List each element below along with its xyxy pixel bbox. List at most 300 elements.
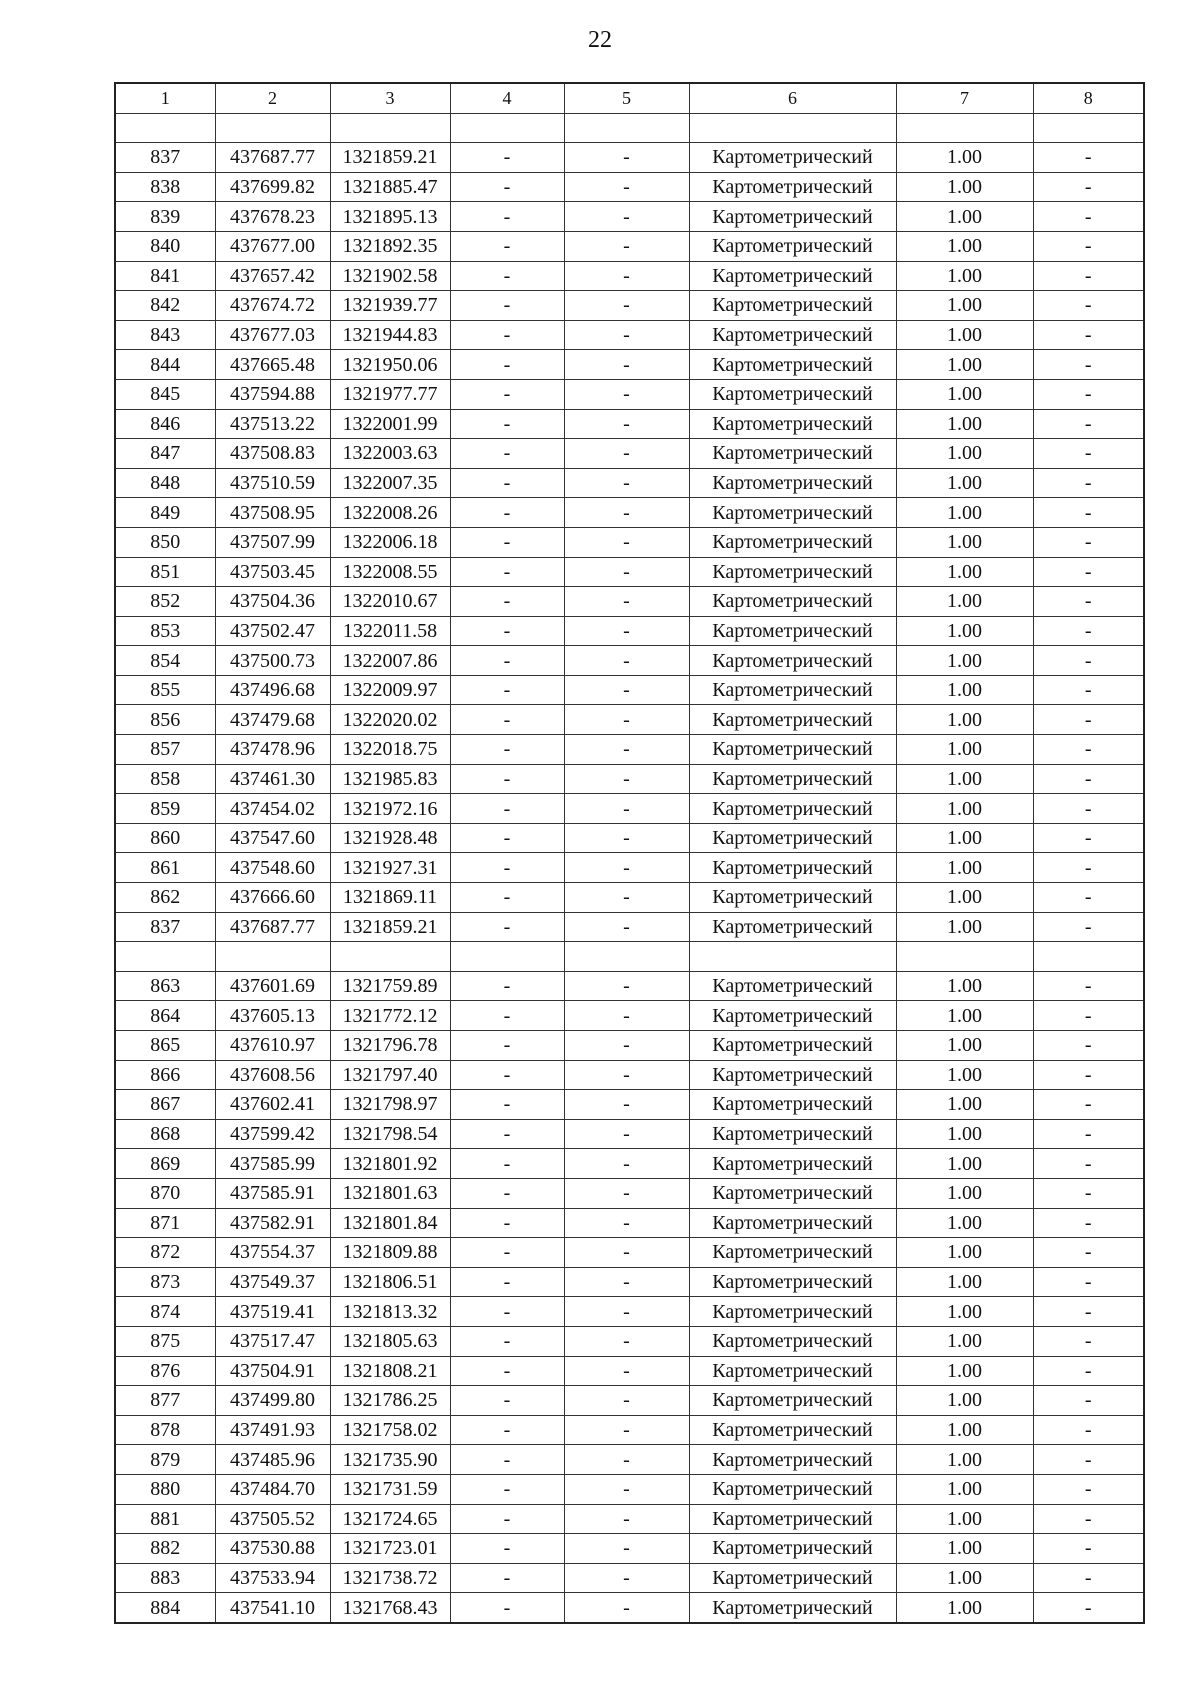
table-cell-col-5: - xyxy=(564,1593,689,1623)
table-cell-col-3: 1321892.35 xyxy=(330,231,450,261)
table-row xyxy=(115,172,1144,202)
table-cell-col-1: 838 xyxy=(115,172,215,202)
table-cell-col-8: - xyxy=(1033,1060,1144,1090)
table-cell-col-4: - xyxy=(450,202,564,232)
table-cell-col-1: 843 xyxy=(115,320,215,350)
table-cell-col-3: 1321798.97 xyxy=(330,1090,450,1120)
table-cell-col-1: 870 xyxy=(115,1178,215,1208)
table-cell-col-6: Картометрический xyxy=(689,1178,896,1208)
table-cell-col-6: Картометрический xyxy=(689,1149,896,1179)
table-cell-col-6: Картометрический xyxy=(689,409,896,439)
table-cell-col-8: - xyxy=(1033,675,1144,705)
table-cell-col-5: - xyxy=(564,1238,689,1268)
table-cell-col-7: 1.00 xyxy=(896,527,1033,557)
table-cell-col-6: Картометрический xyxy=(689,527,896,557)
table-cell-col-6: Картометрический xyxy=(689,1090,896,1120)
table-cell-col-4: - xyxy=(450,675,564,705)
table-cell-col-3: 1321797.40 xyxy=(330,1060,450,1090)
table-header-cell-7: 7 xyxy=(896,83,1033,113)
table-cell-col-7: 1.00 xyxy=(896,350,1033,380)
table-cell-col-8: - xyxy=(1033,261,1144,291)
table-cell-col-8: - xyxy=(1033,1178,1144,1208)
table-cell-col-2: 437508.95 xyxy=(215,498,330,528)
table-cell-col-1: 851 xyxy=(115,557,215,587)
table-cell-col-6: Картометрический xyxy=(689,1474,896,1504)
table-cell-col-4: - xyxy=(450,587,564,617)
table-cell-col-6: Картометрический xyxy=(689,498,896,528)
table-row xyxy=(115,291,1144,321)
table-cell-col-6: Картометрический xyxy=(689,764,896,794)
table-cell-col-7: 1.00 xyxy=(896,1326,1033,1356)
table-cell-col-7: 1.00 xyxy=(896,823,1033,853)
table-cell-col-7: 1.00 xyxy=(896,1445,1033,1475)
table-cell-col-3: 1322003.63 xyxy=(330,439,450,469)
table-cell-col-5: - xyxy=(564,498,689,528)
table-cell-col-6: Картометрический xyxy=(689,823,896,853)
table-cell-col-5: - xyxy=(564,557,689,587)
table-cell-col-5: - xyxy=(564,1001,689,1031)
table-cell-col-6: Картометрический xyxy=(689,143,896,173)
table-cell-col-7: 1.00 xyxy=(896,705,1033,735)
table-cell-col-2: 437674.72 xyxy=(215,291,330,321)
table-cell-col-7: 1.00 xyxy=(896,143,1033,173)
table-cell-col-3: 1321977.77 xyxy=(330,379,450,409)
table-row xyxy=(115,1001,1144,1031)
table-cell-col-2: 437594.88 xyxy=(215,379,330,409)
table-cell-col-3: 1321805.63 xyxy=(330,1326,450,1356)
table-cell-col-3: 1321801.84 xyxy=(330,1208,450,1238)
table-row xyxy=(115,468,1144,498)
table-cell-col-1: 857 xyxy=(115,735,215,765)
table-cell-col-3: 1321928.48 xyxy=(330,823,450,853)
table-cell-col-2: 437582.91 xyxy=(215,1208,330,1238)
table-row xyxy=(115,883,1144,913)
table-cell-col-8: - xyxy=(1033,1031,1144,1061)
table-cell-col-4: - xyxy=(450,379,564,409)
table-cell-col-3: 1321869.11 xyxy=(330,883,450,913)
table-cell-col-7: 1.00 xyxy=(896,1415,1033,1445)
table-cell-col-6: Картометрический xyxy=(689,1534,896,1564)
table-cell-col-4: - xyxy=(450,557,564,587)
table-row xyxy=(115,1445,1144,1475)
table-cell-col-7: 1.00 xyxy=(896,1267,1033,1297)
table-cell-col-1: 853 xyxy=(115,616,215,646)
table-cell-col-3: 1321801.63 xyxy=(330,1178,450,1208)
table-cell-col-4: - xyxy=(450,764,564,794)
table-cell-col-3: 1321738.72 xyxy=(330,1563,450,1593)
table-cell-col-2 xyxy=(215,113,330,143)
table-cell-col-8: - xyxy=(1033,1504,1144,1534)
table-cell-col-1: 884 xyxy=(115,1593,215,1623)
table-cell-col-1: 855 xyxy=(115,675,215,705)
table-cell-col-4: - xyxy=(450,616,564,646)
table-row xyxy=(115,1326,1144,1356)
table-cell-col-7: 1.00 xyxy=(896,587,1033,617)
table-cell-col-3: 1321859.21 xyxy=(330,912,450,942)
table-cell-col-4: - xyxy=(450,1386,564,1416)
table-cell-col-2: 437491.93 xyxy=(215,1415,330,1445)
table-header-cell-2: 2 xyxy=(215,83,330,113)
table-body xyxy=(115,113,1144,1623)
table-cell-col-2: 437513.22 xyxy=(215,409,330,439)
table-cell-col-7: 1.00 xyxy=(896,1563,1033,1593)
table-cell-col-6: Картометрический xyxy=(689,1563,896,1593)
table-cell-col-6: Картометрический xyxy=(689,439,896,469)
table-cell-col-6: Картометрический xyxy=(689,705,896,735)
table-cell-col-8: - xyxy=(1033,883,1144,913)
table-cell-col-2: 437541.10 xyxy=(215,1593,330,1623)
table-cell-col-2: 437687.77 xyxy=(215,912,330,942)
table-cell-col-5: - xyxy=(564,1386,689,1416)
table-cell-col-2: 437504.36 xyxy=(215,587,330,617)
table-cell-col-5: - xyxy=(564,971,689,1001)
table-cell-col-8: - xyxy=(1033,1238,1144,1268)
table-cell-col-6: Картометрический xyxy=(689,1238,896,1268)
table-cell-col-8: - xyxy=(1033,202,1144,232)
table-cell-col-2 xyxy=(215,942,330,972)
table-cell-col-3: 1322018.75 xyxy=(330,735,450,765)
table-cell-col-1: 840 xyxy=(115,231,215,261)
table-cell-col-4: - xyxy=(450,912,564,942)
table-cell-col-5: - xyxy=(564,1031,689,1061)
table-cell-col-3: 1321772.12 xyxy=(330,1001,450,1031)
table-cell-col-1: 869 xyxy=(115,1149,215,1179)
table-cell-col-2: 437666.60 xyxy=(215,883,330,913)
table-cell-col-6 xyxy=(689,113,896,143)
table-row xyxy=(115,1119,1144,1149)
table-cell-col-4: - xyxy=(450,794,564,824)
table-cell-col-6: Картометрический xyxy=(689,1119,896,1149)
table-cell-col-8: - xyxy=(1033,1563,1144,1593)
table-cell-col-2: 437499.80 xyxy=(215,1386,330,1416)
table-cell-col-8: - xyxy=(1033,971,1144,1001)
table-cell-col-7: 1.00 xyxy=(896,1297,1033,1327)
table-cell-col-6: Картометрический xyxy=(689,1001,896,1031)
table-cell-col-5: - xyxy=(564,1415,689,1445)
page-number: 22 xyxy=(588,27,612,53)
table-cell-col-8: - xyxy=(1033,587,1144,617)
table-row xyxy=(115,1504,1144,1534)
table-cell-col-6: Картометрический xyxy=(689,1386,896,1416)
table-cell-col-7: 1.00 xyxy=(896,557,1033,587)
table-cell-col-1: 837 xyxy=(115,912,215,942)
table-cell-col-4: - xyxy=(450,320,564,350)
table-row xyxy=(115,764,1144,794)
table-cell-col-7 xyxy=(896,113,1033,143)
table-cell-col-4: - xyxy=(450,1474,564,1504)
table-cell-col-5: - xyxy=(564,735,689,765)
table-cell-col-4: - xyxy=(450,468,564,498)
table-cell-col-4: - xyxy=(450,853,564,883)
table-cell-col-8: - xyxy=(1033,794,1144,824)
table-cell-col-1: 863 xyxy=(115,971,215,1001)
table-cell-col-5: - xyxy=(564,1445,689,1475)
table-cell-col-3: 1321723.01 xyxy=(330,1534,450,1564)
table-cell-col-7: 1.00 xyxy=(896,1356,1033,1386)
table-cell-col-2: 437554.37 xyxy=(215,1238,330,1268)
table-cell-col-7: 1.00 xyxy=(896,616,1033,646)
table-cell-col-5: - xyxy=(564,1297,689,1327)
table-header-cell-1: 1 xyxy=(115,83,215,113)
table-cell-col-2: 437602.41 xyxy=(215,1090,330,1120)
table-header-cell-5: 5 xyxy=(564,83,689,113)
table-cell-col-2: 437610.97 xyxy=(215,1031,330,1061)
table-cell-col-1: 846 xyxy=(115,409,215,439)
table-cell-col-8: - xyxy=(1033,1267,1144,1297)
table-row xyxy=(115,557,1144,587)
table-row xyxy=(115,261,1144,291)
table-cell-col-2: 437657.42 xyxy=(215,261,330,291)
table-cell-col-1: 859 xyxy=(115,794,215,824)
table-cell-col-6: Картометрический xyxy=(689,468,896,498)
table-cell-col-4: - xyxy=(450,823,564,853)
table-cell-col-8: - xyxy=(1033,1001,1144,1031)
table-cell-col-3: 1321731.59 xyxy=(330,1474,450,1504)
table-cell-col-1: 879 xyxy=(115,1445,215,1475)
table-cell-col-6: Картометрический xyxy=(689,587,896,617)
table-row xyxy=(115,587,1144,617)
table-row xyxy=(115,1563,1144,1593)
table-cell-col-3: 1321809.88 xyxy=(330,1238,450,1268)
table-cell-col-8 xyxy=(1033,113,1144,143)
table-cell-col-6: Картометрический xyxy=(689,1445,896,1475)
table-cell-col-6: Картометрический xyxy=(689,1356,896,1386)
table-cell-col-1: 875 xyxy=(115,1326,215,1356)
table-cell-col-2: 437496.68 xyxy=(215,675,330,705)
table-cell-col-8: - xyxy=(1033,1297,1144,1327)
table-cell-col-3: 1321972.16 xyxy=(330,794,450,824)
table-row xyxy=(115,1238,1144,1268)
table-cell-col-1 xyxy=(115,113,215,143)
table-cell-col-4: - xyxy=(450,735,564,765)
table-cell-col-2: 437478.96 xyxy=(215,735,330,765)
table-cell-col-1: 841 xyxy=(115,261,215,291)
table-cell-col-8: - xyxy=(1033,1149,1144,1179)
table-cell-col-8: - xyxy=(1033,1119,1144,1149)
table-cell-col-4: - xyxy=(450,1356,564,1386)
table-cell-col-4: - xyxy=(450,971,564,1001)
table-cell-col-8: - xyxy=(1033,1534,1144,1564)
table-cell-col-3: 1322010.67 xyxy=(330,587,450,617)
table-cell-col-5: - xyxy=(564,1563,689,1593)
table-cell-col-4: - xyxy=(450,646,564,676)
table-cell-col-5: - xyxy=(564,439,689,469)
table-cell-col-8: - xyxy=(1033,320,1144,350)
table-cell-col-4: - xyxy=(450,883,564,913)
table-cell-col-6: Картометрический xyxy=(689,1297,896,1327)
table-cell-col-4: - xyxy=(450,1563,564,1593)
table-cell-col-7: 1.00 xyxy=(896,1534,1033,1564)
table-cell-col-2: 437504.91 xyxy=(215,1356,330,1386)
table-cell-col-2: 437699.82 xyxy=(215,172,330,202)
table-cell-col-2: 437519.41 xyxy=(215,1297,330,1327)
table-cell-col-8: - xyxy=(1033,853,1144,883)
table-cell-col-3: 1321798.54 xyxy=(330,1119,450,1149)
table-cell-col-1: 856 xyxy=(115,705,215,735)
table-cell-col-1: 852 xyxy=(115,587,215,617)
table-cell-col-8: - xyxy=(1033,735,1144,765)
table-row xyxy=(115,527,1144,557)
table-cell-col-1: 847 xyxy=(115,439,215,469)
table-cell-col-7: 1.00 xyxy=(896,735,1033,765)
table-cell-col-4: - xyxy=(450,143,564,173)
table-row xyxy=(115,409,1144,439)
table-cell-col-3: 1322009.97 xyxy=(330,675,450,705)
table-cell-col-8: - xyxy=(1033,1356,1144,1386)
table-cell-col-2: 437677.00 xyxy=(215,231,330,261)
table-cell-col-2: 437502.47 xyxy=(215,616,330,646)
table-cell-col-7: 1.00 xyxy=(896,498,1033,528)
table-cell-col-5: - xyxy=(564,468,689,498)
table-cell-col-4: - xyxy=(450,439,564,469)
table-row xyxy=(115,1060,1144,1090)
table-cell-col-2: 437585.91 xyxy=(215,1178,330,1208)
table-cell-col-3: 1321808.21 xyxy=(330,1356,450,1386)
table-cell-col-3: 1322020.02 xyxy=(330,705,450,735)
table-cell-col-4: - xyxy=(450,1445,564,1475)
table-cell-col-1: 873 xyxy=(115,1267,215,1297)
table-cell-col-1: 877 xyxy=(115,1386,215,1416)
table-cell-col-4: - xyxy=(450,261,564,291)
table-cell-col-3: 1321801.92 xyxy=(330,1149,450,1179)
table-cell-col-3: 1321813.32 xyxy=(330,1297,450,1327)
table-cell-col-8: - xyxy=(1033,1208,1144,1238)
table-cell-col-1: 861 xyxy=(115,853,215,883)
table-cell-col-7: 1.00 xyxy=(896,291,1033,321)
table-row xyxy=(115,646,1144,676)
table-row-empty xyxy=(115,942,1144,972)
table-cell-col-4: - xyxy=(450,527,564,557)
table-cell-col-2: 437533.94 xyxy=(215,1563,330,1593)
table-header-cell-6: 6 xyxy=(689,83,896,113)
table-cell-col-5: - xyxy=(564,1178,689,1208)
table-cell-col-8: - xyxy=(1033,468,1144,498)
table-cell-col-6: Картометрический xyxy=(689,1504,896,1534)
table-cell-col-3: 1321759.89 xyxy=(330,971,450,1001)
table-row xyxy=(115,202,1144,232)
table-cell-col-1: 839 xyxy=(115,202,215,232)
table-cell-col-2: 437601.69 xyxy=(215,971,330,1001)
table-cell-col-6: Картометрический xyxy=(689,291,896,321)
table-cell-col-4: - xyxy=(450,705,564,735)
table-cell-col-3: 1321939.77 xyxy=(330,291,450,321)
table-row xyxy=(115,675,1144,705)
table-cell-col-5: - xyxy=(564,1060,689,1090)
table-cell-col-3: 1321985.83 xyxy=(330,764,450,794)
table-header xyxy=(115,83,1144,113)
table-cell-col-6: Картометрический xyxy=(689,1593,896,1623)
table-cell-col-4: - xyxy=(450,350,564,380)
table-cell-col-3: 1322008.55 xyxy=(330,557,450,587)
table-cell-col-4: - xyxy=(450,1415,564,1445)
table-cell-col-7: 1.00 xyxy=(896,439,1033,469)
table-cell-col-4: - xyxy=(450,1119,564,1149)
table-cell-col-3: 1322006.18 xyxy=(330,527,450,557)
table-row xyxy=(115,823,1144,853)
table-cell-col-3: 1321859.21 xyxy=(330,143,450,173)
table-cell-col-5: - xyxy=(564,1356,689,1386)
table-cell-col-4: - xyxy=(450,1534,564,1564)
table-cell-col-1: 874 xyxy=(115,1297,215,1327)
table-cell-col-6: Картометрический xyxy=(689,616,896,646)
table-cell-col-6: Картометрический xyxy=(689,735,896,765)
table-cell-col-7: 1.00 xyxy=(896,1593,1033,1623)
table-row xyxy=(115,1534,1144,1564)
table-cell-col-3: 1321735.90 xyxy=(330,1445,450,1475)
table-row xyxy=(115,912,1144,942)
table-cell-col-6: Картометрический xyxy=(689,646,896,676)
table-row xyxy=(115,320,1144,350)
table-row xyxy=(115,498,1144,528)
table-row xyxy=(115,1149,1144,1179)
table-cell-col-6: Картометрический xyxy=(689,1415,896,1445)
table-row xyxy=(115,705,1144,735)
table-cell-col-5: - xyxy=(564,764,689,794)
table-cell-col-1: 848 xyxy=(115,468,215,498)
table-cell-col-7: 1.00 xyxy=(896,202,1033,232)
table-cell-col-4: - xyxy=(450,1326,564,1356)
table-cell-col-5: - xyxy=(564,794,689,824)
table-cell-col-3: 1322011.58 xyxy=(330,616,450,646)
table-cell-col-2: 437503.45 xyxy=(215,557,330,587)
table-cell-col-1: 845 xyxy=(115,379,215,409)
table-cell-col-4: - xyxy=(450,1001,564,1031)
table-row xyxy=(115,379,1144,409)
table-cell-col-6: Картометрический xyxy=(689,1031,896,1061)
table-cell-col-3: 1321895.13 xyxy=(330,202,450,232)
table-cell-col-7: 1.00 xyxy=(896,971,1033,1001)
table-cell-col-6: Картометрический xyxy=(689,1326,896,1356)
table-cell-col-6: Картометрический xyxy=(689,172,896,202)
table-cell-col-4: - xyxy=(450,1267,564,1297)
table-cell-col-4: - xyxy=(450,1593,564,1623)
table-cell-col-2: 437599.42 xyxy=(215,1119,330,1149)
table-cell-col-5 xyxy=(564,113,689,143)
table-cell-col-7: 1.00 xyxy=(896,1208,1033,1238)
table-cell-col-6: Картометрический xyxy=(689,883,896,913)
table-cell-col-3: 1321944.83 xyxy=(330,320,450,350)
table-cell-col-5: - xyxy=(564,1504,689,1534)
table-cell-col-1: 862 xyxy=(115,883,215,913)
table-cell-col-1: 871 xyxy=(115,1208,215,1238)
table-cell-col-4: - xyxy=(450,1090,564,1120)
table-cell-col-1: 865 xyxy=(115,1031,215,1061)
table-cell-col-5: - xyxy=(564,1474,689,1504)
table-cell-col-1: 883 xyxy=(115,1563,215,1593)
table-cell-col-5: - xyxy=(564,1267,689,1297)
table-cell-col-5: - xyxy=(564,616,689,646)
table-cell-col-7: 1.00 xyxy=(896,764,1033,794)
table-cell-col-5: - xyxy=(564,912,689,942)
table-cell-col-2: 437508.83 xyxy=(215,439,330,469)
table-cell-col-8: - xyxy=(1033,291,1144,321)
table-cell-col-4: - xyxy=(450,1060,564,1090)
table-cell-col-1: 842 xyxy=(115,291,215,321)
table-row xyxy=(115,1386,1144,1416)
table-row xyxy=(115,1031,1144,1061)
table-cell-col-5: - xyxy=(564,1534,689,1564)
table-cell-col-2: 437585.99 xyxy=(215,1149,330,1179)
table-cell-col-1: 881 xyxy=(115,1504,215,1534)
table-row xyxy=(115,794,1144,824)
table-cell-col-2: 437500.73 xyxy=(215,646,330,676)
table-cell-col-2: 437461.30 xyxy=(215,764,330,794)
table-cell-col-8: - xyxy=(1033,616,1144,646)
table-cell-col-7: 1.00 xyxy=(896,172,1033,202)
table-cell-col-2: 437454.02 xyxy=(215,794,330,824)
table-cell-col-8: - xyxy=(1033,143,1144,173)
table-cell-col-2: 437687.77 xyxy=(215,143,330,173)
